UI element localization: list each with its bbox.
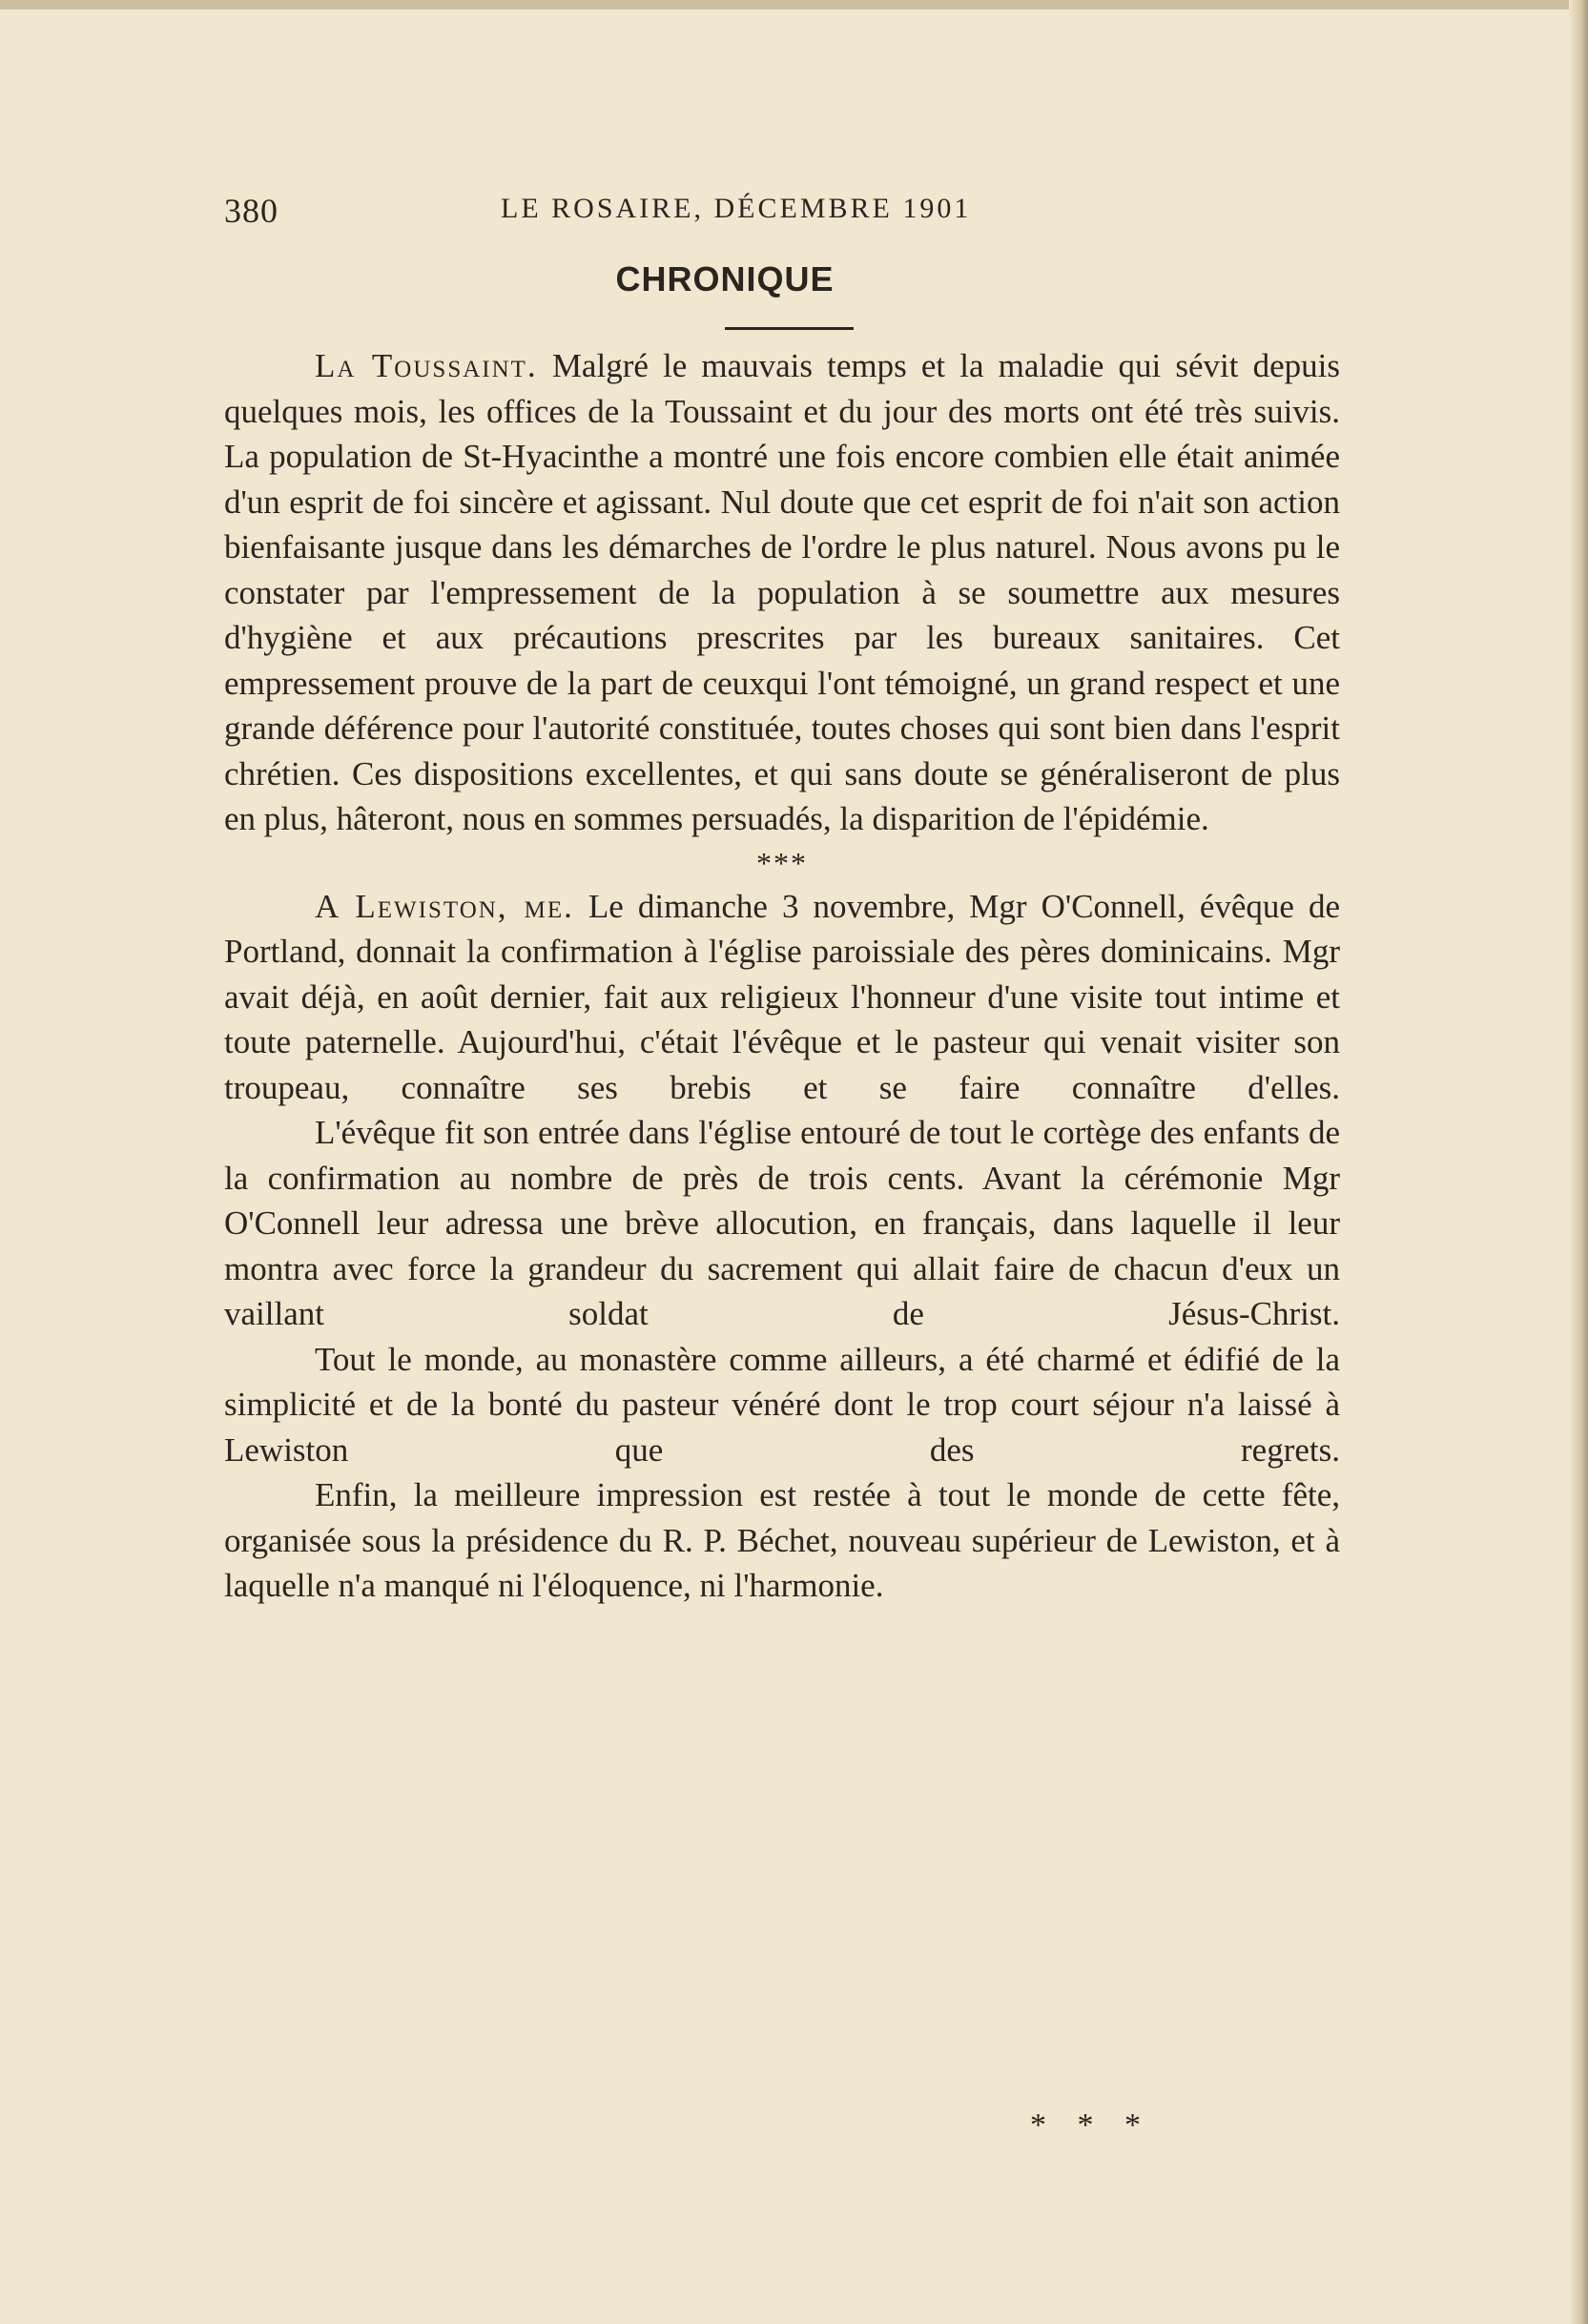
article-toussaint	[224, 343, 1340, 842]
end-separator: * * *	[1030, 2108, 1152, 2143]
paragraph-text: Enfin, la meilleure impression est restée à tout le monde de cette fête, organisée sous la présidence du R. P. Béchet, nouveau supérieur de Lewiston, et à laquelle n'a manqué ni l'éloquence, ni l'harmonie.	[224, 1476, 1340, 1604]
article-lewiston-p2	[224, 1110, 1340, 1337]
article-text: Malgré le mauvais temps et la maladie qui sévit depuis quelques mois, les offices de la Toussaint et du jour des morts ont été très suivis. La population de St-Hyacinthe a montré une fois encore combien elle était animée d'un esprit de foi sincère et agissant. Nul doute que cet esprit de foi n'ait son action bienfaisante jusque dans les démarches de l'ordre le plus naturel. Nous avons pu le constater par l'empressement de la population à se soumettre aux mesures d'hygiène et aux précautions prescrites par les bureaux sanitaires. Cet empressement prouve de la part de ceuxqui l'ont témoigné, un grand respect et une grande déférence pour l'autorité constituée, toutes choses qui sont bien dans l'esprit chrétien. Ces dispositions excellentes, et qui sans doute se généraliseront de plus en plus, hâteront, nous en sommes persuadés, la disparition de l'épidémie.	[224, 347, 1340, 837]
asterism-text: ***	[756, 845, 808, 880]
paragraph-text: L'évêque fit son entrée dans l'église entouré de tout le cortège des enfants de la confirmation au nombre de près de trois cents. Avant la cérémonie Mgr O'Connell leur adressa une brève allocution, en français, dans laquelle il leur montra avec force la grandeur du sacrement qui allait faire de chacun d'eux un vaillant soldat de Jésus-Christ.	[224, 1114, 1340, 1332]
section-title: CHRONIQUE	[615, 259, 835, 298]
asterism-separator	[224, 842, 1340, 884]
article-body	[224, 343, 1340, 1609]
running-title: LE ROSAIRE, DÉCEMBRE 1901	[501, 193, 972, 224]
running-header	[224, 191, 1073, 238]
page-top-edge	[0, 0, 1588, 10]
page-number: 380	[224, 192, 278, 230]
article-lewiston-p3	[224, 1337, 1340, 1473]
article-lewiston-p1	[224, 884, 1340, 1111]
article-heading: A Lewiston, me.	[315, 887, 574, 925]
title-rule	[725, 327, 854, 330]
page-binding-edge	[1569, 0, 1588, 2324]
article-heading: La Toussaint.	[315, 347, 538, 384]
paragraph-text: Tout le monde, au monastère comme ailleurs, a été charmé et édifié de la simplicité et de la bonté du pasteur vénéré dont le trop court séjour n'a laissé à Lewiston que des regrets.	[224, 1340, 1340, 1469]
paragraph-text: Le dimanche 3 novembre, Mgr O'Connell, évêque de Portland, donnait la confirmation à l'église paroissiale des pères dominicains. Mgr avait déjà, en août dernier, fait aux religieux l'honneur d'une visite tout intime et toute paternelle. Aujourd'hui, c'était l'évêque et le pasteur qui venait visiter son troupeau, connaître ses brebis et se faire connaître d'elles.	[224, 887, 1341, 1106]
article-lewiston-p4	[224, 1472, 1340, 1609]
